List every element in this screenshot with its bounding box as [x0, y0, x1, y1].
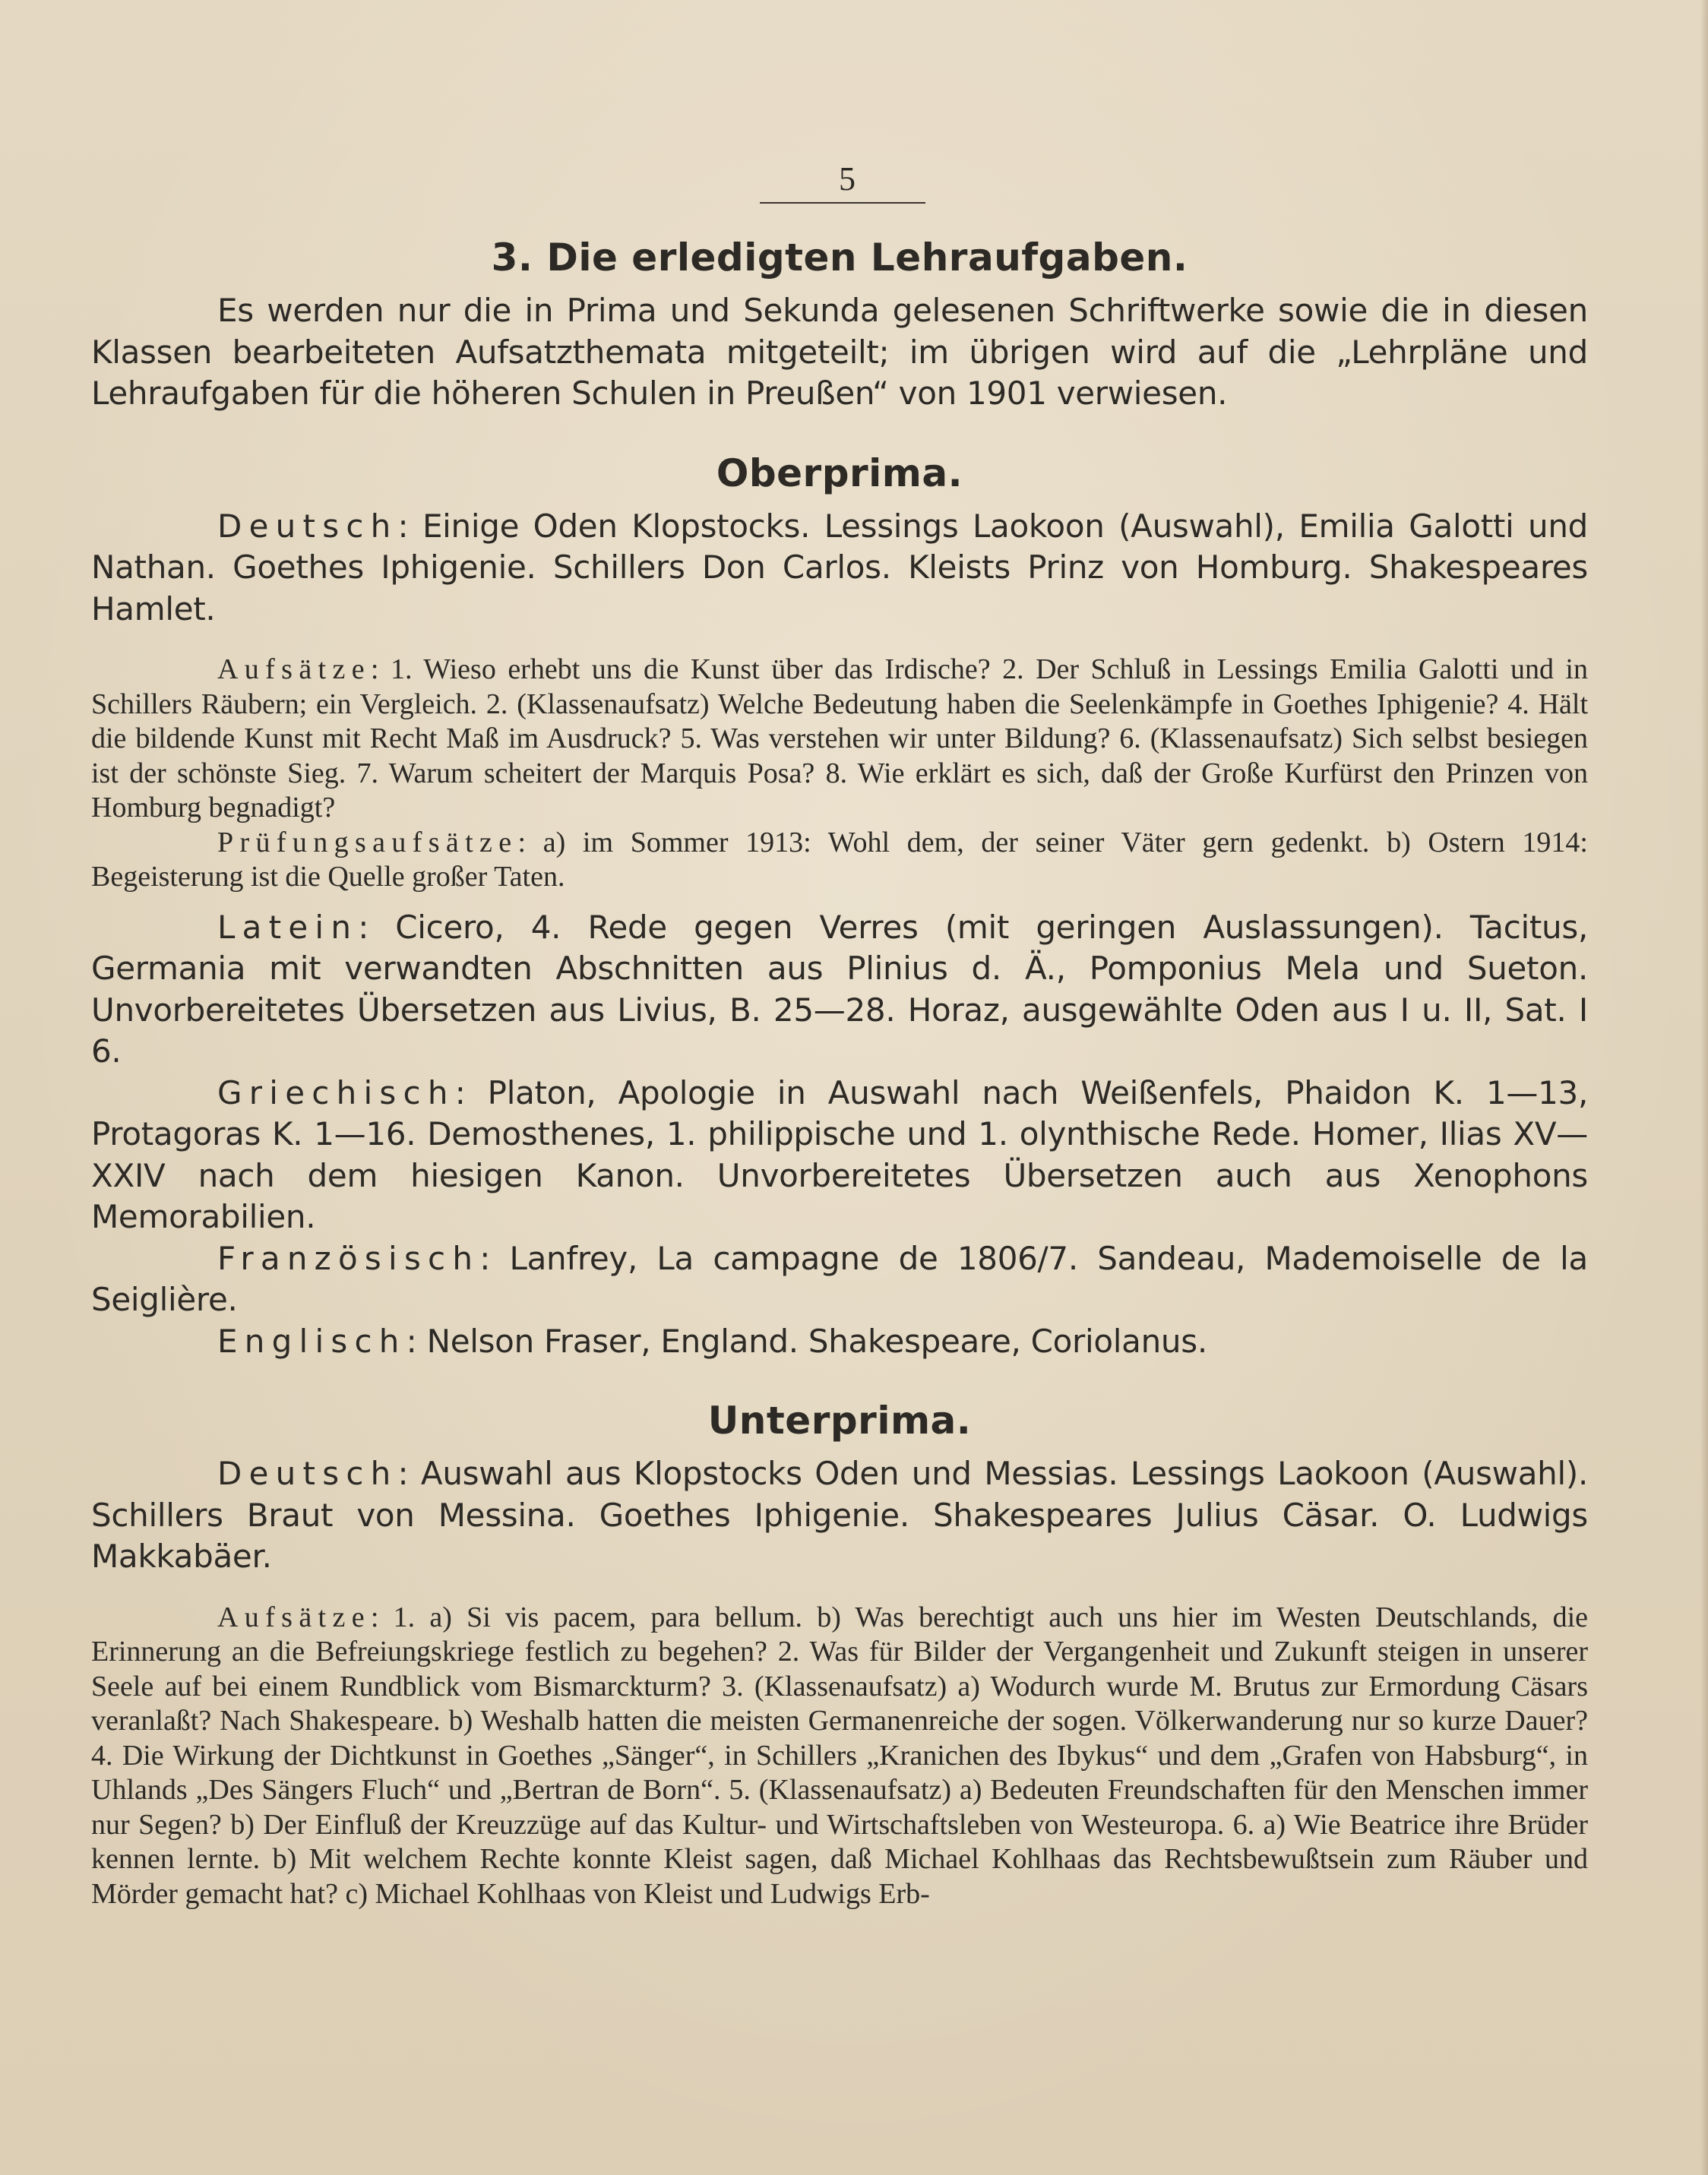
- oberprima-aufsaetze: [91, 653, 1588, 826]
- oberprima-franzoesisch: [91, 1238, 1588, 1321]
- unterprima-heading: Unterprima.: [707, 1399, 972, 1443]
- page-number: 5: [839, 160, 856, 198]
- page-number-rule: [760, 202, 925, 204]
- unterprima-deutsch: [91, 1453, 1588, 1578]
- oberprima-deutsch-text: : Einige Oden Klopstocks. Lessings Laokoon (Auswahl), Emilia Galotti und Nathan. Goethes Iphigenie. Schillers Don Carlos. Kleists Prinz von Homburg. Shakespeares Hamlet.: [91, 507, 1588, 628]
- oberprima-latein: [91, 907, 1588, 1073]
- document-body: [91, 234, 1588, 1911]
- oberprima-griechisch: [91, 1073, 1588, 1238]
- oberprima-heading: Oberprima.: [716, 450, 963, 495]
- section-title: 3. Die erledigten Lehraufgaben.: [491, 236, 1188, 280]
- unterprima-deutsch-text: : Auswahl aus Klopstocks Oden und Messias. Lessings Laokoon (Auswahl). Schillers Braut von Messina. Goethes Iphigenie. Shakespeares Julius Cäsar. O. Ludwigs Makkabäer.: [91, 1455, 1588, 1575]
- oberprima-pruefung-text: : a) im Sommer 1913: Wohl dem, der seiner Väter gern gedenkt. b) Ostern 1914: Begeisterung ist die Quelle großer Taten.: [91, 826, 1588, 893]
- oberprima-latein-text: : Cicero, 4. Rede gegen Verres (mit geringen Auslassungen). Tacitus, Germania mit verwandten Abschnitten aus Plinius d. Ä., Pomponius Mela und Sueton. Unvorbereitetes Übersetzen aus Livius, B. 25—28. Horaz, ausgewählte Oden aus I u. II, Sat. I 6.: [91, 908, 1588, 1070]
- oberprima-deutsch-label: Deutsch: [217, 507, 398, 545]
- oberprima-griechisch-text: : Platon, Apologie in Auswahl nach Weißenfels, Phaidon K. 1—13, Protagoras K. 1—16. Demosthenes, 1. philippische und 1. olynthische Rede. Homer, Ilias XV—XXIV nach dem hiesigen Kanon. Unvorbereitetes Übersetzen auch aus Xenophons Memorabilien.: [91, 1073, 1588, 1235]
- oberprima-franzoesisch-label: Französisch: [217, 1239, 480, 1277]
- unterprima-deutsch-label: Deutsch: [217, 1455, 398, 1492]
- unterprima-aufsaetze-text: : 1. a) Si vis pacem, para bellum. b) Was berechtigt auch uns hier im Westen Deutschlands, die Erinnerung an die Befreiungskriege festlich zu begehen? 2. Was für Bilder der Vergangenheit und Zukunft steigen in unserer Seele auf bei einem Rundblick vom Bismarckturm? 3. (Klassenaufsatz) a) Wodurch wurde M. Brutus zur Ermordung Cäsars veranlaßt? Nach Shakespeare. b) Weshalb hatten die meisten Germanenreiche der sogen. Völkerwanderung nur so kurze Dauer? 4. Die Wirkung der Dichtkunst in Goethes „Sänger“, in Schillers „Kranichen des Ibykus“ und dem „Grafen von Habsburg“, in Uhlands „Des Sängers Fluch“ und „Bertran de Born“. 5. (Klassenaufsatz) a) Bedeuten Freundschaften für den Menschen immer nur Segen? b) Der Einfluß der Kreuzzüge auf das Kultur- und Wirtschaftsleben von Westeuropa. 6. a) Wie Beatrice ihre Brüder kennen lernte. b) Mit welchem Rechte konnte Kleist sagen, daß Michael Kohlhaas das Rechtsbewußtsein zum Räuber und Mörder gemacht hat? c) Michael Kohlhaas von Kleist und Ludwigs Erb-: [91, 1601, 1588, 1910]
- oberprima-englisch: [91, 1321, 1588, 1363]
- oberprima-deutsch: [91, 506, 1588, 631]
- oberprima-aufsaetze-text: : 1. Wieso erhebt uns die Kunst über das Irdische? 2. Der Schluß in Lessings Emilia Galotti und in Schillers Räubern; ein Vergleich. 2. (Klassenaufsatz) Welche Bedeutung haben die Seelenkämpfe in Goethes Iphigenie? 4. Hält die bildende Kunst mit Recht Maß im Ausdruck? 5. Was verstehen wir unter Bildung? 6. (Klassenaufsatz) Sich selbst besiegen ist der schönste Sieg. 7. Warum scheitert der Marquis Posa? 8. Wie erklärt es sich, daß der Große Kurfürst den Prinzen von Homburg begnadigt?: [91, 653, 1588, 824]
- oberprima-latein-label: Latein: [217, 908, 359, 946]
- oberprima-pruefung-label: Prüfungsaufsätze: [217, 826, 518, 858]
- oberprima-franzoesisch-text: : Lanfrey, La campagne de 1806/7. Sandeau, Mademoiselle de la Seiglière.: [91, 1239, 1588, 1318]
- page-edge-shadow: [1700, 0, 1708, 2175]
- oberprima-englisch-text: : Nelson Fraser, England. Shakespeare, Coriolanus.: [406, 1322, 1207, 1360]
- oberprima-englisch-label: Englisch: [217, 1322, 406, 1360]
- unterprima-aufsaetze: [91, 1601, 1588, 1912]
- unterprima-aufsaetze-label: Aufsätze: [217, 1601, 371, 1633]
- oberprima-pruefungsaufsaetze: [91, 826, 1588, 895]
- intro-paragraph: Es werden nur die in Prima und Sekunda gelesenen Schriftwerke sowie die in diesen Klassen bearbeiteten Aufsatzthemata mitgeteilt; im übrigen wird auf die „Lehrpläne und Lehraufgaben für die höheren Schulen in Preußen“ von 1901 verwiesen.: [91, 292, 1588, 412]
- oberprima-aufsaetze-label: Aufsätze: [217, 653, 371, 685]
- oberprima-griechisch-label: Griechisch: [217, 1073, 455, 1111]
